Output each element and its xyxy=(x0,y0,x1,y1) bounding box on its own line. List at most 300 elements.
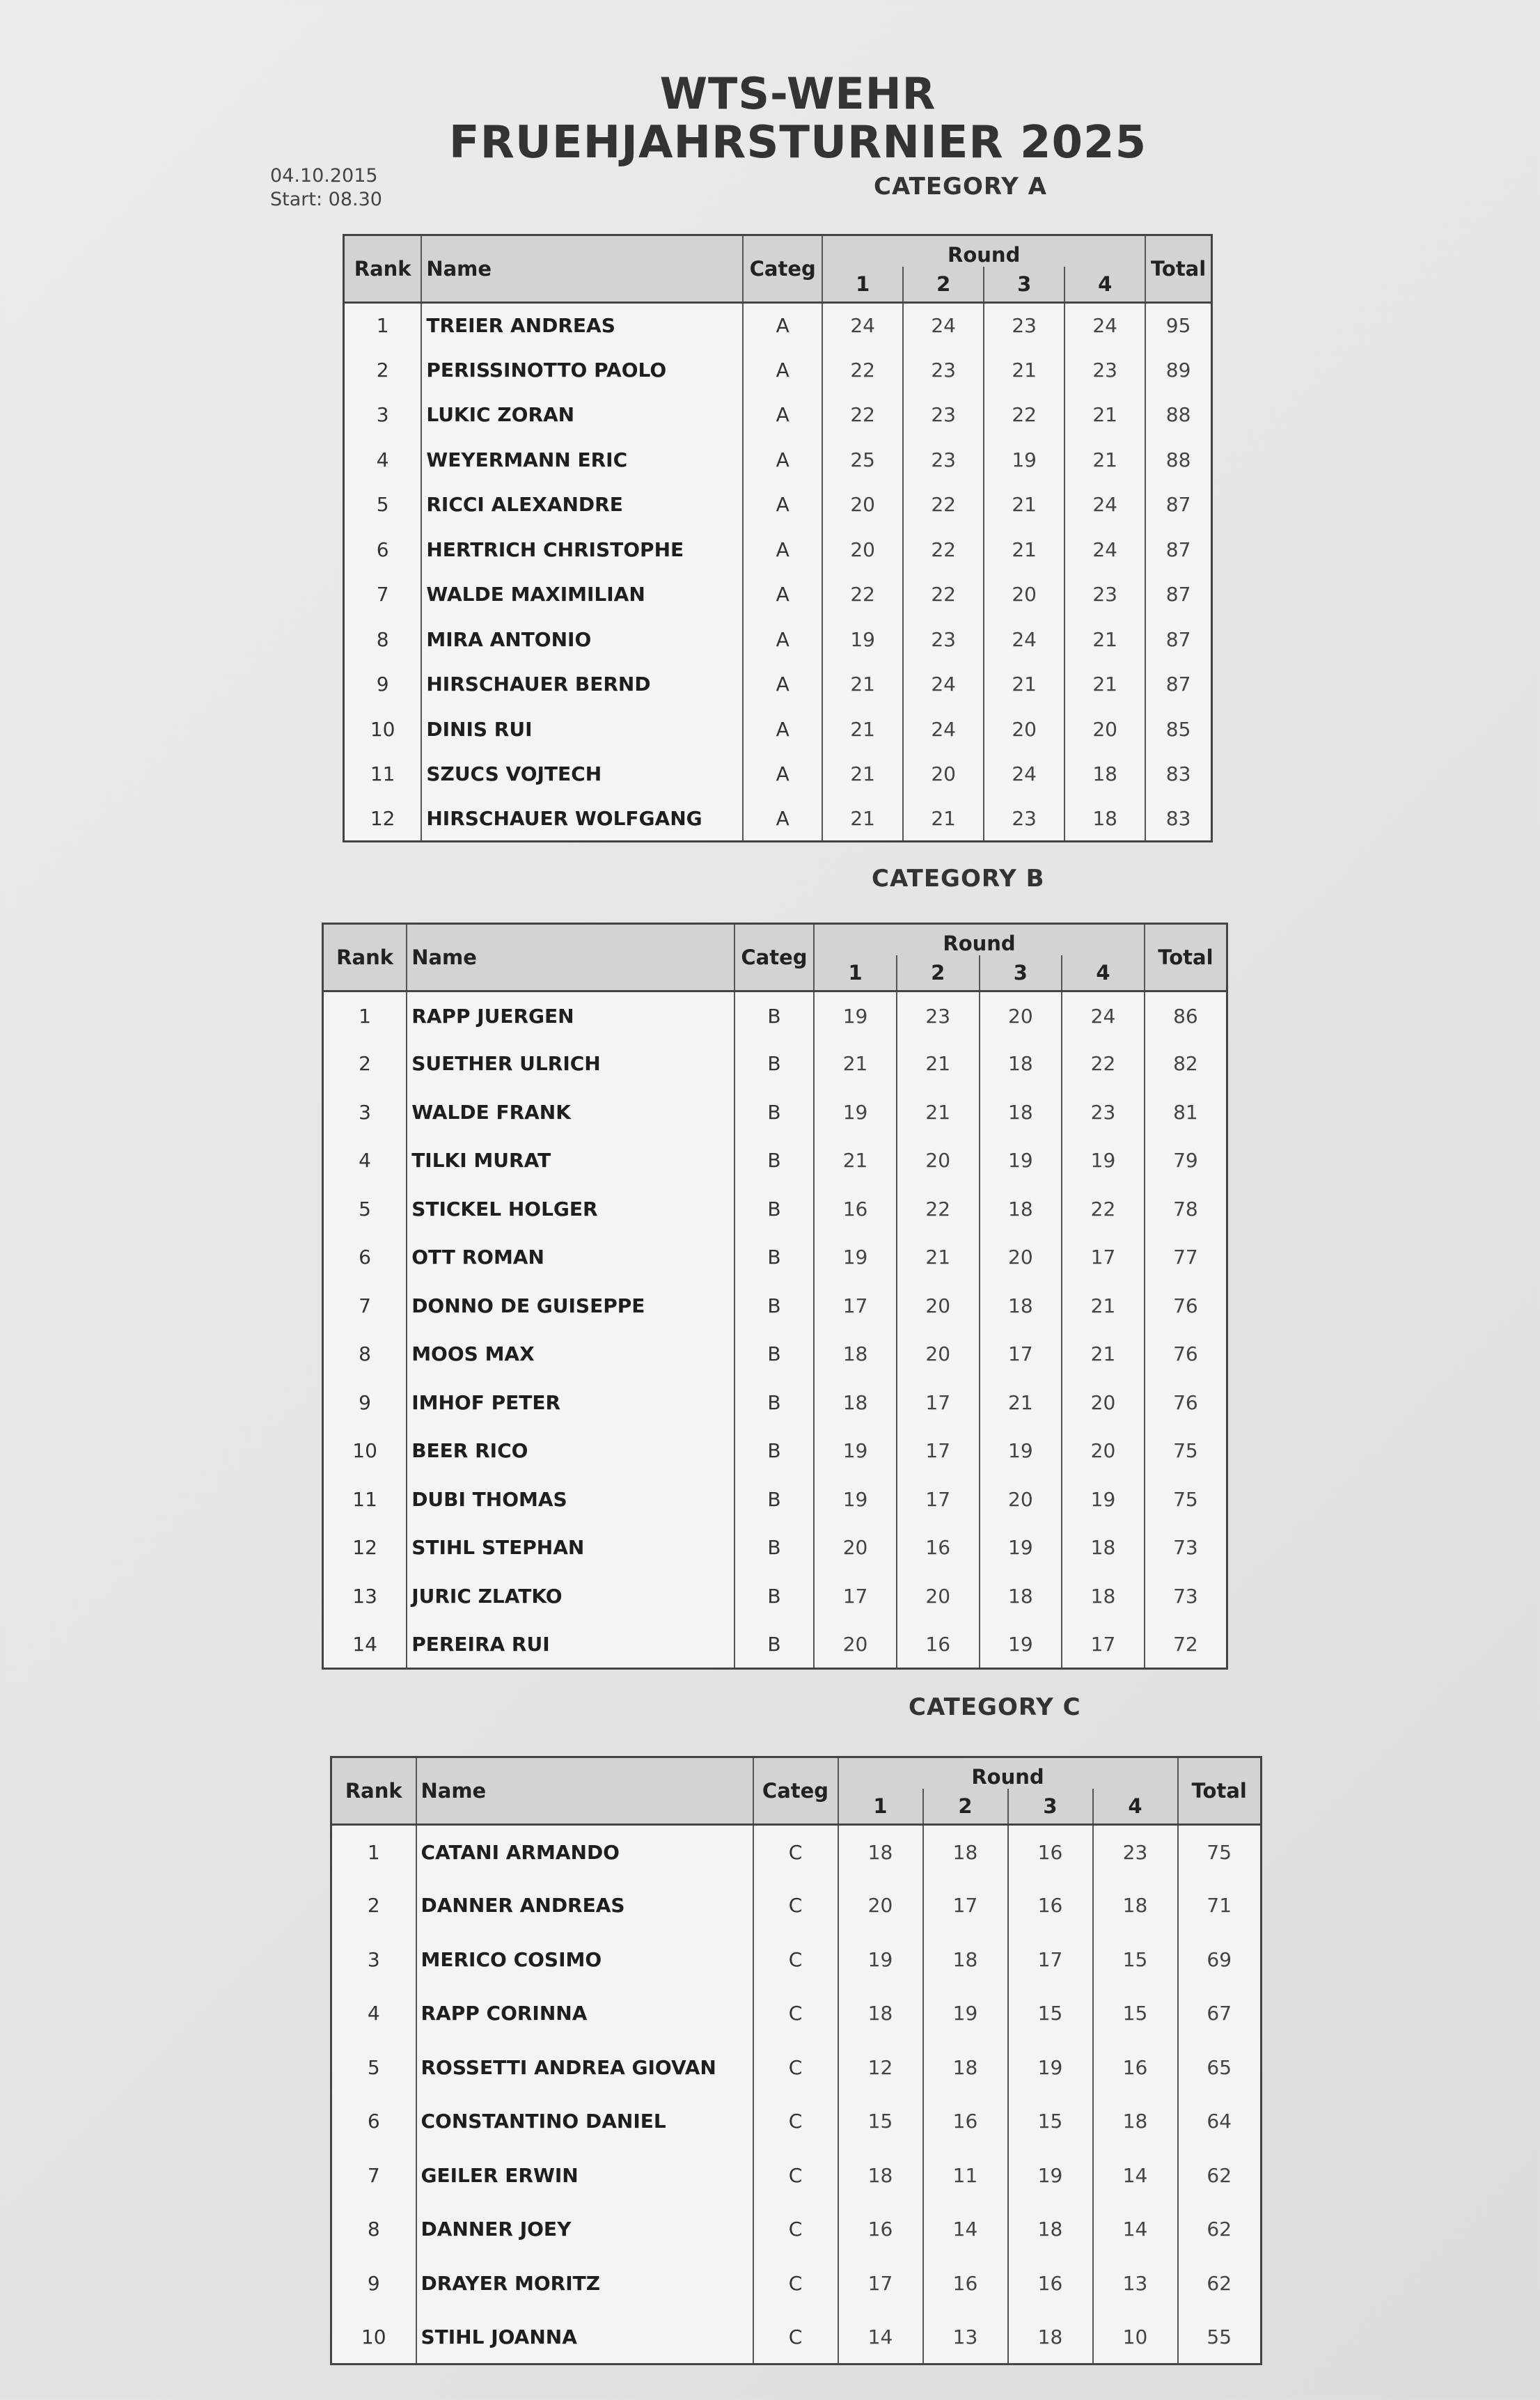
rank-cell: 5 xyxy=(344,483,422,528)
rank-cell: 2 xyxy=(323,1040,407,1088)
round-1-cell: 25 xyxy=(822,437,903,483)
round-2-cell: 22 xyxy=(897,1185,980,1234)
round-1-cell: 22 xyxy=(822,572,903,618)
categ-cell: C xyxy=(753,2041,838,2095)
categ-cell: A xyxy=(743,527,822,572)
total-cell: 76 xyxy=(1145,1282,1227,1331)
round-4-cell: 23 xyxy=(1093,1825,1178,1879)
round-4-cell: 18 xyxy=(1093,1879,1178,1933)
round-3-cell: 16 xyxy=(1008,1825,1093,1879)
table-row xyxy=(323,1282,1227,1331)
categ-cell: B xyxy=(734,1475,815,1524)
header-round: Round xyxy=(822,235,1145,267)
round-4-cell: 14 xyxy=(1093,2202,1178,2257)
rank-cell: 2 xyxy=(331,1879,416,1933)
round-3-cell: 23 xyxy=(984,797,1064,842)
header-categ: Categ xyxy=(753,1757,838,1825)
round-3-cell: 19 xyxy=(980,1427,1062,1475)
round-4-cell: 18 xyxy=(1093,2094,1178,2149)
round-4-cell: 21 xyxy=(1062,1282,1145,1331)
table-row xyxy=(344,437,1212,483)
header-round-3: 3 xyxy=(1008,1789,1093,1825)
date-text: 04.10.2015 xyxy=(270,165,378,187)
round-2-cell: 16 xyxy=(923,2257,1008,2311)
round-2-cell: 18 xyxy=(923,1933,1008,1987)
round-3-cell: 20 xyxy=(984,707,1064,752)
round-2-cell: 17 xyxy=(897,1475,980,1524)
categ-cell: B xyxy=(734,1330,815,1379)
total-cell: 69 xyxy=(1178,1933,1262,1987)
round-1-cell: 21 xyxy=(822,752,903,797)
header-round-1: 1 xyxy=(838,1789,923,1825)
round-4-cell: 19 xyxy=(1062,1136,1145,1185)
table-row xyxy=(331,2202,1262,2257)
name-cell: IMHOF PETER xyxy=(407,1379,734,1427)
round-2-cell: 24 xyxy=(903,707,984,752)
rank-cell: 8 xyxy=(323,1330,407,1379)
name-cell: PEREIRA RUI xyxy=(407,1620,734,1669)
round-1-cell: 17 xyxy=(814,1282,897,1331)
round-3-cell: 23 xyxy=(984,303,1064,348)
header-name: Name xyxy=(407,924,734,991)
rank-cell: 8 xyxy=(331,2202,416,2257)
round-4-cell: 20 xyxy=(1064,707,1145,752)
categ-cell: A xyxy=(743,393,822,438)
round-3-cell: 17 xyxy=(1008,1933,1093,1987)
round-2-cell: 23 xyxy=(903,617,984,662)
header-round-4: 4 xyxy=(1064,267,1145,303)
round-3-cell: 24 xyxy=(984,617,1064,662)
round-1-cell: 20 xyxy=(814,1620,897,1669)
header-rank: Rank xyxy=(344,235,422,303)
total-cell: 87 xyxy=(1145,662,1211,707)
round-2-cell: 22 xyxy=(903,483,984,528)
rank-cell: 9 xyxy=(344,662,422,707)
categ-cell: A xyxy=(743,572,822,618)
rank-cell: 6 xyxy=(331,2094,416,2149)
round-4-cell: 18 xyxy=(1062,1572,1145,1621)
round-1-cell: 21 xyxy=(814,1040,897,1088)
rank-cell: 6 xyxy=(323,1233,407,1282)
round-2-cell: 18 xyxy=(923,1825,1008,1879)
name-cell: WEYERMANN ERIC xyxy=(421,437,743,483)
round-3-cell: 19 xyxy=(984,437,1064,483)
category-a-table xyxy=(343,234,1213,842)
round-3-cell: 19 xyxy=(980,1523,1062,1572)
categ-cell: A xyxy=(743,347,822,393)
total-cell: 76 xyxy=(1145,1330,1227,1379)
name-cell: STIHL JOANNA xyxy=(416,2310,753,2364)
category-b-table xyxy=(322,923,1228,1670)
name-cell: DANNER JOEY xyxy=(416,2202,753,2257)
categ-cell: A xyxy=(743,797,822,842)
table-row xyxy=(323,1136,1227,1185)
round-3-cell: 21 xyxy=(984,662,1064,707)
round-3-cell: 20 xyxy=(984,572,1064,618)
round-4-cell: 23 xyxy=(1064,572,1145,618)
round-1-cell: 24 xyxy=(822,303,903,348)
round-4-cell: 19 xyxy=(1062,1475,1145,1524)
round-3-cell: 15 xyxy=(1008,1986,1093,2041)
category-b-label: CATEGORY B xyxy=(872,865,1045,893)
round-1-cell: 18 xyxy=(838,2149,923,2203)
name-cell: DANNER ANDREAS xyxy=(416,1879,753,1933)
round-2-cell: 16 xyxy=(923,2094,1008,2149)
rank-cell: 2 xyxy=(344,347,422,393)
round-1-cell: 19 xyxy=(814,1233,897,1282)
round-1-cell: 17 xyxy=(814,1572,897,1621)
round-2-cell: 19 xyxy=(923,1986,1008,2041)
name-cell: DRAYER MORITZ xyxy=(416,2257,753,2311)
header-rank: Rank xyxy=(331,1757,416,1825)
category-a-label: CATEGORY A xyxy=(874,173,1047,201)
categ-cell: B xyxy=(734,1572,815,1621)
round-3-cell: 17 xyxy=(980,1330,1062,1379)
round-2-cell: 20 xyxy=(897,1572,980,1621)
round-2-cell: 23 xyxy=(903,347,984,393)
table-row xyxy=(323,1523,1227,1572)
categ-cell: B xyxy=(734,1282,815,1331)
rank-cell: 12 xyxy=(344,797,422,842)
round-2-cell: 18 xyxy=(923,2041,1008,2095)
categ-cell: A xyxy=(743,752,822,797)
round-1-cell: 19 xyxy=(814,991,897,1040)
total-cell: 71 xyxy=(1178,1879,1262,1933)
header-name: Name xyxy=(416,1757,753,1825)
rank-cell: 6 xyxy=(344,527,422,572)
round-4-cell: 18 xyxy=(1064,797,1145,842)
name-cell: CONSTANTINO DANIEL xyxy=(416,2094,753,2149)
name-cell: RAPP JUERGEN xyxy=(407,991,734,1040)
round-4-cell: 24 xyxy=(1064,483,1145,528)
round-3-cell: 18 xyxy=(980,1088,1062,1137)
table-row xyxy=(331,1825,1262,1879)
categ-cell: C xyxy=(753,1879,838,1933)
round-4-cell: 20 xyxy=(1062,1379,1145,1427)
round-3-cell: 20 xyxy=(980,1475,1062,1524)
table-row xyxy=(323,1379,1227,1427)
categ-cell: B xyxy=(734,1088,815,1137)
round-1-cell: 20 xyxy=(838,1879,923,1933)
header-categ: Categ xyxy=(734,924,815,991)
round-1-cell: 12 xyxy=(838,2041,923,2095)
table-row xyxy=(344,303,1212,348)
header-round-3: 3 xyxy=(980,955,1062,991)
round-2-cell: 14 xyxy=(923,2202,1008,2257)
round-2-cell: 17 xyxy=(923,1879,1008,1933)
total-cell: 75 xyxy=(1178,1825,1262,1879)
categ-cell: C xyxy=(753,2094,838,2149)
name-cell: WALDE FRANK xyxy=(407,1088,734,1137)
round-1-cell: 21 xyxy=(822,707,903,752)
name-cell: PERISSINOTTO PAOLO xyxy=(421,347,743,393)
rank-cell: 3 xyxy=(323,1088,407,1137)
table-row xyxy=(323,991,1227,1040)
round-4-cell: 24 xyxy=(1062,991,1145,1040)
rank-cell: 11 xyxy=(323,1475,407,1524)
categ-cell: C xyxy=(753,2149,838,2203)
rank-cell: 7 xyxy=(331,2149,416,2203)
rank-cell: 7 xyxy=(344,572,422,618)
name-cell: TILKI MURAT xyxy=(407,1136,734,1185)
round-4-cell: 21 xyxy=(1064,393,1145,438)
total-cell: 85 xyxy=(1145,707,1211,752)
round-1-cell: 19 xyxy=(822,617,903,662)
rank-cell: 10 xyxy=(323,1427,407,1475)
name-cell: GEILER ERWIN xyxy=(416,2149,753,2203)
round-3-cell: 18 xyxy=(980,1282,1062,1331)
rank-cell: 1 xyxy=(323,991,407,1040)
round-1-cell: 18 xyxy=(838,1825,923,1879)
round-2-cell: 21 xyxy=(903,797,984,842)
round-1-cell: 16 xyxy=(838,2202,923,2257)
total-cell: 75 xyxy=(1145,1427,1227,1475)
round-1-cell: 14 xyxy=(838,2310,923,2364)
table-row xyxy=(331,2041,1262,2095)
header-categ: Categ xyxy=(743,235,822,303)
rank-cell: 9 xyxy=(323,1379,407,1427)
round-1-cell: 20 xyxy=(822,483,903,528)
categ-cell: C xyxy=(753,1825,838,1879)
rank-cell: 14 xyxy=(323,1620,407,1669)
round-4-cell: 17 xyxy=(1062,1620,1145,1669)
start-time: Start: 08.30 xyxy=(270,189,382,210)
rank-cell: 13 xyxy=(323,1572,407,1621)
round-2-cell: 16 xyxy=(897,1620,980,1669)
total-cell: 62 xyxy=(1178,2149,1262,2203)
round-4-cell: 18 xyxy=(1062,1523,1145,1572)
rank-cell: 3 xyxy=(344,393,422,438)
table-row xyxy=(331,2094,1262,2149)
categ-cell: C xyxy=(753,2202,838,2257)
total-cell: 55 xyxy=(1178,2310,1262,2364)
table-row xyxy=(323,1620,1227,1669)
round-2-cell: 23 xyxy=(897,991,980,1040)
name-cell: MIRA ANTONIO xyxy=(421,617,743,662)
name-cell: CATANI ARMANDO xyxy=(416,1825,753,1879)
total-cell: 82 xyxy=(1145,1040,1227,1088)
round-1-cell: 20 xyxy=(814,1523,897,1572)
total-cell: 67 xyxy=(1178,1986,1262,2041)
table-row xyxy=(331,2149,1262,2203)
round-3-cell: 21 xyxy=(980,1379,1062,1427)
name-cell: HIRSCHAUER WOLFGANG xyxy=(421,797,743,842)
categ-cell: A xyxy=(743,437,822,483)
rank-cell: 1 xyxy=(344,303,422,348)
round-1-cell: 22 xyxy=(822,347,903,393)
round-4-cell: 18 xyxy=(1064,752,1145,797)
name-cell: STIHL STEPHAN xyxy=(407,1523,734,1572)
round-3-cell: 20 xyxy=(980,991,1062,1040)
name-cell: TREIER ANDREAS xyxy=(421,303,743,348)
round-4-cell: 23 xyxy=(1064,347,1145,393)
total-cell: 83 xyxy=(1145,752,1211,797)
categ-cell: B xyxy=(734,1233,815,1282)
round-3-cell: 18 xyxy=(980,1185,1062,1234)
category-c-label: CATEGORY C xyxy=(909,1693,1081,1721)
name-cell: DONNO DE GUISEPPE xyxy=(407,1282,734,1331)
name-cell: HERTRICH CHRISTOPHE xyxy=(421,527,743,572)
total-cell: 83 xyxy=(1145,797,1211,842)
round-4-cell: 16 xyxy=(1093,2041,1178,2095)
round-3-cell: 19 xyxy=(980,1620,1062,1669)
round-2-cell: 17 xyxy=(897,1379,980,1427)
round-3-cell: 15 xyxy=(1008,2094,1093,2149)
categ-cell: C xyxy=(753,2257,838,2311)
categ-cell: A xyxy=(743,617,822,662)
name-cell: ROSSETTI ANDREA GIOVAN xyxy=(416,2041,753,2095)
round-4-cell: 10 xyxy=(1093,2310,1178,2364)
table-row xyxy=(344,797,1212,842)
round-2-cell: 20 xyxy=(897,1330,980,1379)
total-cell: 75 xyxy=(1145,1475,1227,1524)
total-cell: 72 xyxy=(1145,1620,1227,1669)
round-1-cell: 19 xyxy=(814,1475,897,1524)
round-1-cell: 18 xyxy=(838,1986,923,2041)
total-cell: 79 xyxy=(1145,1136,1227,1185)
round-4-cell: 24 xyxy=(1064,527,1145,572)
name-cell: OTT ROMAN xyxy=(407,1233,734,1282)
header-total: Total xyxy=(1145,924,1227,991)
round-2-cell: 22 xyxy=(903,527,984,572)
round-2-cell: 11 xyxy=(923,2149,1008,2203)
categ-cell: B xyxy=(734,1185,815,1234)
round-3-cell: 18 xyxy=(980,1572,1062,1621)
header-round-2: 2 xyxy=(903,267,984,303)
round-3-cell: 20 xyxy=(980,1233,1062,1282)
round-1-cell: 19 xyxy=(838,1933,923,1987)
title-club: WTS-WEHR xyxy=(659,68,936,119)
categ-cell: C xyxy=(753,1933,838,1987)
rank-cell: 12 xyxy=(323,1523,407,1572)
rank-cell: 5 xyxy=(331,2041,416,2095)
round-2-cell: 22 xyxy=(903,572,984,618)
header-round-3: 3 xyxy=(984,267,1064,303)
total-cell: 86 xyxy=(1145,991,1227,1040)
rank-cell: 7 xyxy=(323,1282,407,1331)
rank-cell: 4 xyxy=(344,437,422,483)
total-cell: 73 xyxy=(1145,1572,1227,1621)
header-round: Round xyxy=(814,924,1145,956)
title-tournament: FRUEHJAHRSTURNIER 2025 xyxy=(448,117,1147,168)
categ-cell: B xyxy=(734,1379,815,1427)
round-2-cell: 21 xyxy=(897,1088,980,1137)
name-cell: DUBI THOMAS xyxy=(407,1475,734,1524)
header-round-2: 2 xyxy=(897,955,980,991)
name-cell: WALDE MAXIMILIAN xyxy=(421,572,743,618)
round-4-cell: 13 xyxy=(1093,2257,1178,2311)
round-3-cell: 24 xyxy=(984,752,1064,797)
rank-cell: 1 xyxy=(331,1825,416,1879)
table-row xyxy=(344,707,1212,752)
round-3-cell: 21 xyxy=(984,483,1064,528)
round-3-cell: 19 xyxy=(1008,2041,1093,2095)
round-4-cell: 17 xyxy=(1062,1233,1145,1282)
rank-cell: 10 xyxy=(331,2310,416,2364)
categ-cell: A xyxy=(743,662,822,707)
name-cell: SUETHER ULRICH xyxy=(407,1040,734,1088)
round-3-cell: 16 xyxy=(1008,2257,1093,2311)
rank-cell: 10 xyxy=(344,707,422,752)
total-cell: 62 xyxy=(1178,2257,1262,2311)
total-cell: 64 xyxy=(1178,2094,1262,2149)
rank-cell: 4 xyxy=(331,1986,416,2041)
header-round-1: 1 xyxy=(814,955,897,991)
round-4-cell: 15 xyxy=(1093,1933,1178,1987)
table-row xyxy=(323,1040,1227,1088)
rank-cell: 4 xyxy=(323,1136,407,1185)
total-cell: 88 xyxy=(1145,393,1211,438)
round-4-cell: 24 xyxy=(1064,303,1145,348)
categ-cell: B xyxy=(734,1620,815,1669)
round-2-cell: 24 xyxy=(903,662,984,707)
table-row xyxy=(323,1233,1227,1282)
round-1-cell: 19 xyxy=(814,1088,897,1137)
table-row xyxy=(323,1185,1227,1234)
header-round-4: 4 xyxy=(1062,955,1145,991)
round-4-cell: 20 xyxy=(1062,1427,1145,1475)
header-round-1: 1 xyxy=(822,267,903,303)
total-cell: 73 xyxy=(1145,1523,1227,1572)
date-block xyxy=(270,164,382,212)
round-1-cell: 22 xyxy=(822,393,903,438)
table-row xyxy=(331,2310,1262,2364)
name-cell: BEER RICO xyxy=(407,1427,734,1475)
round-2-cell: 13 xyxy=(923,2310,1008,2364)
round-2-cell: 17 xyxy=(897,1427,980,1475)
header-round-4: 4 xyxy=(1093,1789,1178,1825)
round-3-cell: 19 xyxy=(980,1136,1062,1185)
round-2-cell: 23 xyxy=(903,393,984,438)
categ-cell: A xyxy=(743,303,822,348)
round-4-cell: 21 xyxy=(1064,617,1145,662)
round-3-cell: 18 xyxy=(1008,2202,1093,2257)
table-row xyxy=(331,1986,1262,2041)
round-2-cell: 21 xyxy=(897,1233,980,1282)
round-3-cell: 16 xyxy=(1008,1879,1093,1933)
table-row xyxy=(331,2257,1262,2311)
name-cell: LUKIC ZORAN xyxy=(421,393,743,438)
round-1-cell: 21 xyxy=(822,662,903,707)
round-3-cell: 18 xyxy=(1008,2310,1093,2364)
rank-cell: 5 xyxy=(323,1185,407,1234)
header-total: Total xyxy=(1145,235,1211,303)
name-cell: MOOS MAX xyxy=(407,1330,734,1379)
round-1-cell: 15 xyxy=(838,2094,923,2149)
table-row xyxy=(323,1088,1227,1137)
round-2-cell: 24 xyxy=(903,303,984,348)
name-cell: SZUCS VOJTECH xyxy=(421,752,743,797)
total-cell: 78 xyxy=(1145,1185,1227,1234)
table-row xyxy=(344,527,1212,572)
header-name: Name xyxy=(421,235,743,303)
total-cell: 87 xyxy=(1145,617,1211,662)
round-1-cell: 21 xyxy=(822,797,903,842)
round-2-cell: 16 xyxy=(897,1523,980,1572)
categ-cell: B xyxy=(734,991,815,1040)
header-total: Total xyxy=(1178,1757,1262,1825)
round-4-cell: 21 xyxy=(1064,662,1145,707)
table-row xyxy=(331,1879,1262,1933)
header-round-2: 2 xyxy=(923,1789,1008,1825)
total-cell: 87 xyxy=(1145,483,1211,528)
table-row xyxy=(331,1933,1262,1987)
categ-cell: B xyxy=(734,1040,815,1088)
round-4-cell: 22 xyxy=(1062,1040,1145,1088)
name-cell: RAPP CORINNA xyxy=(416,1986,753,2041)
table-row xyxy=(344,752,1212,797)
table-row xyxy=(323,1427,1227,1475)
